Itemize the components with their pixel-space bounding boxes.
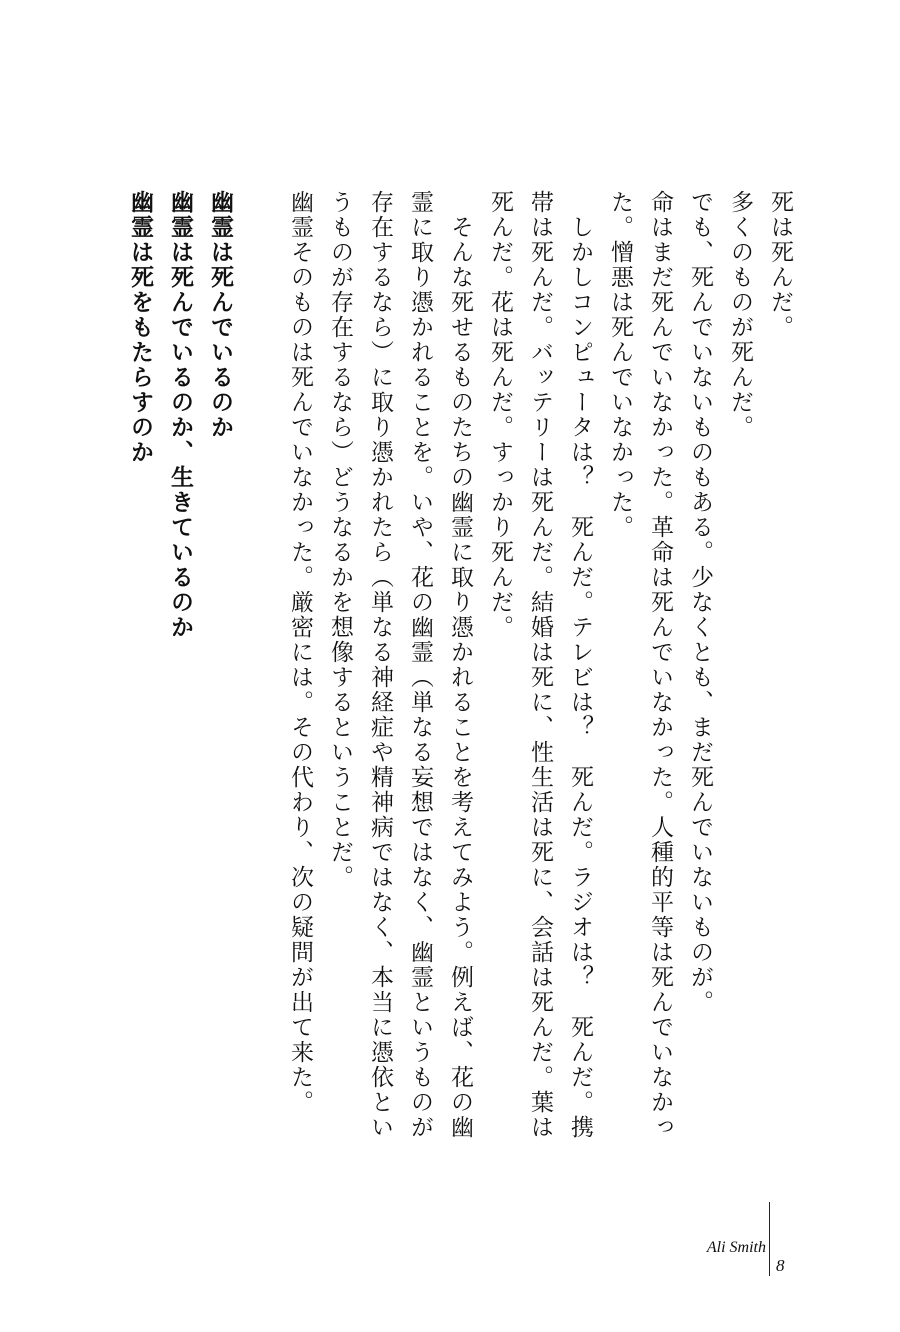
paragraph-1: 死は死んだ。	[767, 190, 793, 340]
paragraph-4: 命はまだ死んでいなかった。革命は死んでいなかった。人種的平等は死んでいなかった。憎悪は死んでいなかった。	[607, 190, 673, 1140]
section-gap	[240, 190, 280, 1150]
paragraph-3: でも、死んでいないものもある。少なくとも、まだ死んでいないものが。	[687, 190, 713, 1015]
paragraph-2: 多くのものが死んだ。	[727, 190, 753, 440]
paragraph-5: しかしコンピュータは？ 死んだ。テレビは？ 死んだ。ラジオは？ 死んだ。携帯は死んだ。バッテリーは死んだ。結婚は死に、性生活は死に、会話は死んだ。葉は死んだ。花は死んだ。すっかり死んだ。	[487, 190, 593, 1140]
running-author: Ali Smith	[706, 1239, 766, 1256]
paragraph-6: そんな死せるものたちの幽霊に取り憑かれることを考えてみよう。例えば、花の幽霊に取り憑かれることを。いや、花の幽霊（単なる妄想ではなく、幽霊というものが存在するなら）に取り憑かれたら（単なる神経症や精神病ではなく、本当に憑依というものが存在するなら）どうなるかを想像するということだ。	[327, 190, 473, 1140]
question-1: 幽霊は死んでいるのか	[207, 190, 234, 440]
main-vertical-text	[120, 190, 800, 1150]
page-footer	[700, 1202, 820, 1282]
footer-divider	[769, 1202, 770, 1276]
question-2: 幽霊は死んでいるのか、生きているのか	[167, 190, 194, 640]
question-3: 幽霊は死をもたらすのか	[127, 190, 154, 465]
page-number: 8	[776, 1256, 785, 1275]
paragraph-7: 幽霊そのものは死んでいなかった。厳密には。その代わり、次の疑問が出て来た。	[287, 190, 313, 1115]
